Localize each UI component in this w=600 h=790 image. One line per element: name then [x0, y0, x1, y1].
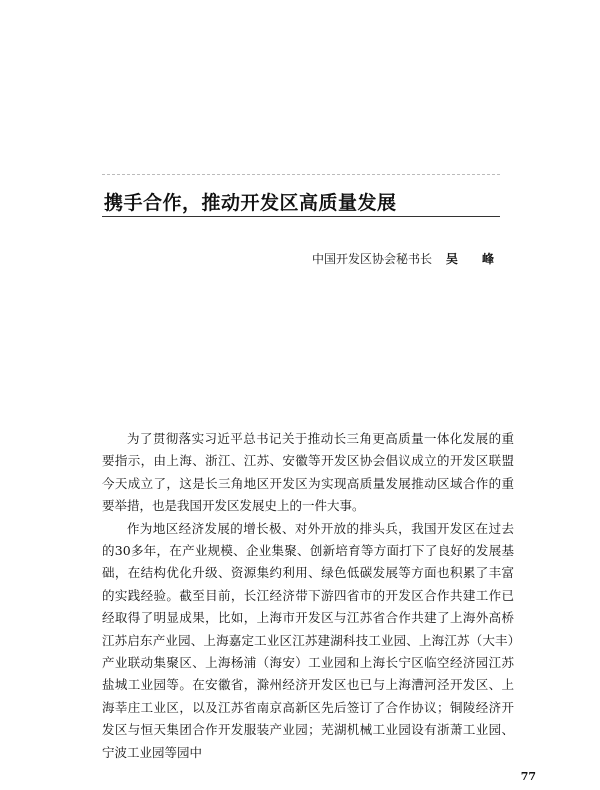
- page-number: 77: [520, 770, 536, 783]
- author-name: 吴 峰: [445, 252, 504, 266]
- title-underline: [102, 216, 500, 217]
- paragraph: 为了贯彻落实习近平总书记关于推动长三角更高质量一体化发展的重要指示，由上海、浙江、江苏、安徽等开发区协会倡议成立的开发区联盟今天成立了，这是长三角地区开发区为实现高质量发展推动区域合作的重要举措，也是我国开发区发展史上的一件大事。: [102, 431, 514, 514]
- paragraph: 作为地区经济发展的增长极、对外开放的排头兵，我国开发区在过去的30多年，在产业规模、企业集聚、创新培育等方面打下了良好的发展基础，在结构优化升级、资源集约利用、绿色低碳发展等方面也积累了丰富的实践经验。截至目前，长江经济带下游四省市的开发区合作共建工作已经取得了明显成果，比如，上海市开发区与江苏省合作共建了上海外高桥江苏启东产业园、上海嘉定工业区江苏建湖科技工业园、上海江苏（大丰）产业联动集聚区、上海杨浦（海安）工业园和上海长宁区临空经济园江苏盐城工业园等。在安徽省，滁州经济开发区也已与上海漕河泾开发区、上海莘庄工业区，以及江苏省南京高新区先后签订了合作协议；铜陵经济开发区与恒天集团合作开发服装产业园；芜湖机械工业园设有浙萧工业园、宁波工业园等园中: [102, 520, 514, 760]
- byline: [312, 250, 504, 267]
- article-title: 携手合作，推动开发区高质量发展: [104, 192, 397, 214]
- title-top-rule: [102, 174, 500, 175]
- article-body: [102, 428, 514, 764]
- author-role: 中国开发区协会秘书长: [311, 252, 432, 266]
